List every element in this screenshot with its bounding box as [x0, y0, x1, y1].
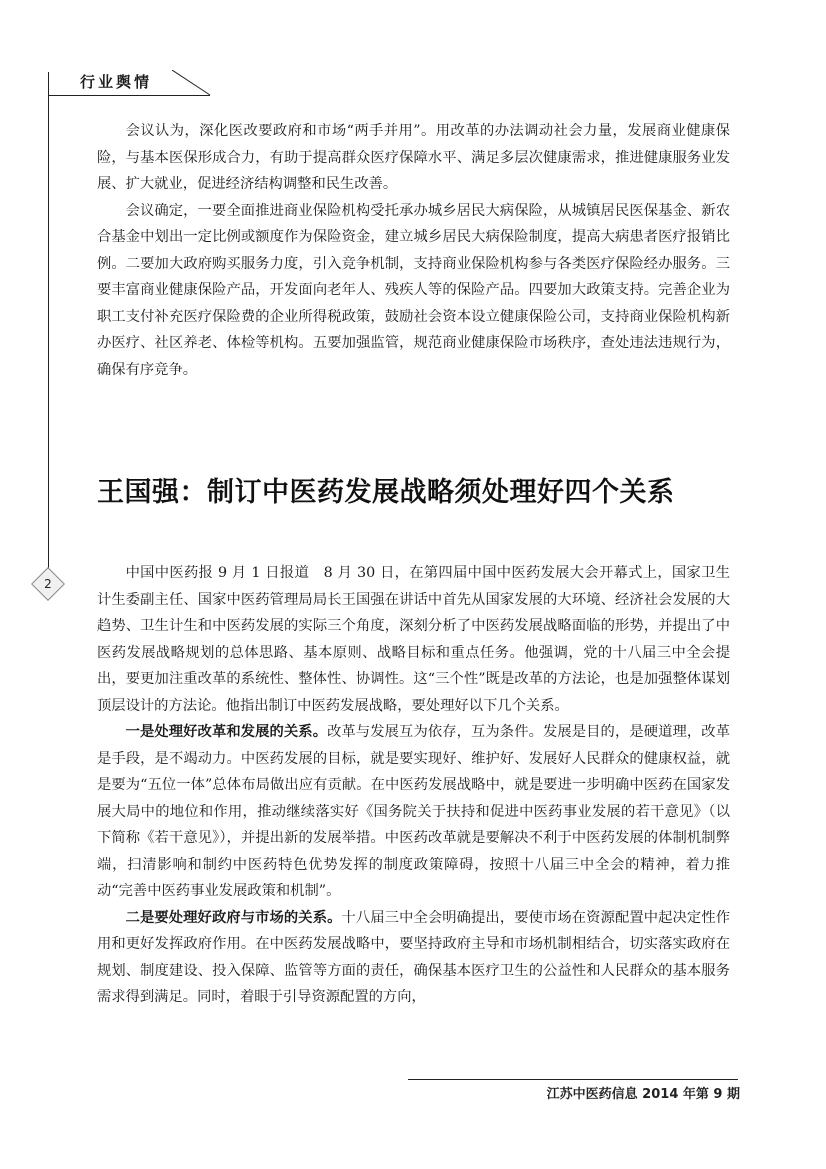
margin-rule-vertical — [48, 72, 49, 572]
point1-lead: 一是处理好改革和发展的关系。 — [125, 724, 328, 740]
point1-body: 改革与发展互为依存，互为条件。发展是目的，是硬道理，改革是手段，是不竭动力。中医药发展的目标，就是要实现好、维护好、发展好人民群众的健康权益，就是要为“五位一体”总体布局做出应有贡献。在中医药发展战略中，就是要进一步明确中医药在国家发展大局中的地位和作用，推动继续落实好《国务院关于扶持和促进中医药事业发展的若干意见》（以下简称《若干意见》），并提出新的发展举措。中医药改革就是要解决不利于中医药发展的体制机制弊端，扫清影响和制约中医药特色优势发挥的制度政策障碍，按照十八届三中全会的精神，着力推动“完善中医药事业发展政策和机制”。 — [97, 724, 730, 899]
page-number: 2 — [44, 577, 52, 591]
section-tag-slant — [172, 70, 212, 96]
footer-rule — [408, 1079, 738, 1080]
paragraph: 会议认为，深化医改要政府和市场“两手并用”。用改革的办法调动社会力量，发展商业健康保险，与基本医保形成合力，有助于提高群众医疗保障水平、满足多层次健康需求，推进健康服务业发展、扩大就业，促进经济结构调整和民生改善。 — [97, 123, 730, 192]
paragraph: 会议确定，一要全面推进商业保险机构受托承办城乡居民大病保险，从城镇居民医保基金、新农合基金中划出一定比例或额度作为保险资金，建立城乡居民大病保险制度，提高大病患者医疗报销比例。二要加大政府购买服务力度，引入竞争机制，支持商业保险机构参与各类医疗保险经办服务。三要丰富商业健康保险产品，开发面向老年人、残疾人等的保险产品。四要加大政策支持。完善企业为职工支付补充医疗保险费的企业所得税政策，鼓励社会资本设立健康保险公司，支持商业保险机构新办医疗、社区养老、体检等机构。五要加强监管，规范商业健康保险市场秩序，查处违法违规行为，确保有序竞争。 — [97, 202, 730, 378]
paragraph-intro: 中国中医药报 9 月 1 日报道 8 月 30 日，在第四届中国中医药发展大会开幕式上，国家卫生计生委副主任、国家中医药管理局局长王国强在讲话中首先从国家发展的大环境、经济社会发展的大趋势、卫生计生和中医药发展的实际三个角度，深刻分析了中医药发展战略面临的形势，并提出了中医药发展战略规划的总体思路、基本原则、战略目标和重点任务。他强调，党的十八届三中全会提出，要更加注重改革的系统性、整体性、协调性。这“三个性”既是改革的方法论，也是加强整体谋划顶层设计的方法论。他指出制订中医药发展战略，要处理好以下几个关系。 — [97, 565, 730, 714]
footer-publication: 江苏中医药信息 2014 年第 9 期 — [546, 1087, 740, 1102]
page-number-badge — [30, 566, 66, 602]
article2-body — [97, 560, 730, 1011]
article2-title: 王国强：制订中医药发展战略须处理好四个关系 — [97, 477, 675, 508]
point2-lead: 二是要处理好政府与市场的关系。 — [125, 909, 342, 926]
article1-body — [97, 118, 730, 383]
point2-body: 十八届三中全会明确提出，要使市场在资源配置中起决定性作用和更好发挥政府作用。在中医药发展战略中，要坚持政府主导和市场机制相结合，切实落实政府在规划、制度建设、投入保障、监管等方面的责任，确保基本医疗卫生的公益性和人民群众的基本服务需求得到满足。同时，着眼于引导资源配置的方向， — [97, 909, 731, 1005]
paragraph-point1 — [97, 719, 730, 905]
paragraph-point2 — [97, 905, 730, 1011]
section-tag: 行业舆情 — [80, 73, 153, 91]
